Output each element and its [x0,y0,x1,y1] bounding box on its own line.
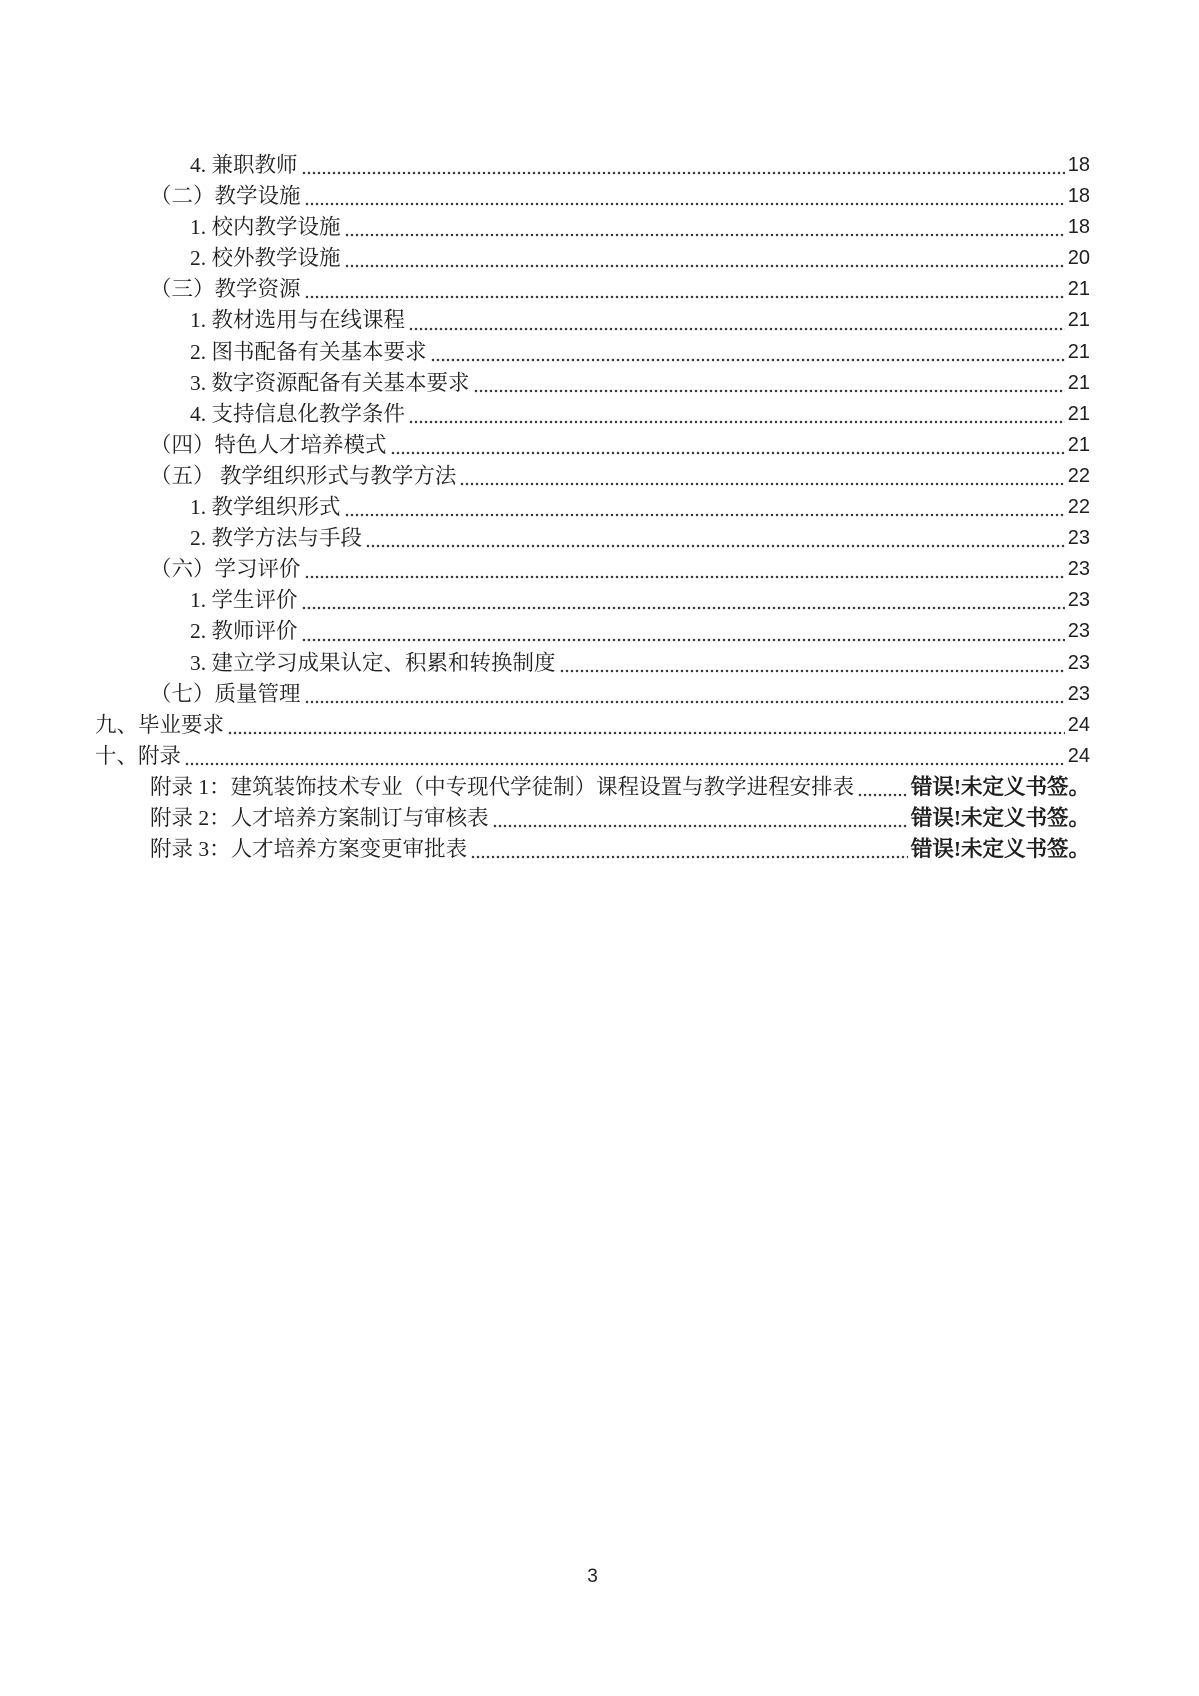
toc-entry[interactable] [95,337,1090,368]
toc-entry-label: 1. 校内教学设施 [190,215,341,240]
toc-page-number: 错误!未定义书签。 [910,805,1090,830]
toc-entry[interactable] [95,679,1090,710]
toc-entry-label: 1. 教材选用与在线课程 [190,308,406,333]
toc-entry[interactable] [95,305,1090,336]
toc-page-number: 23 [1067,682,1090,705]
toc-entry-label: 附录 2：人才培养方案制订与审核表 [150,805,489,830]
toc-entry[interactable] [95,772,1090,803]
toc-page-number: 21 [1067,402,1090,425]
toc-page-number: 23 [1067,651,1090,674]
table-of-contents [95,150,1090,865]
toc-entry[interactable] [95,803,1090,834]
toc-entry[interactable] [95,616,1090,647]
toc-dot-leader [345,492,1065,523]
toc-dot-leader [228,710,1065,741]
toc-entry[interactable] [95,399,1090,430]
toc-entry-label: 4. 兼职教师 [190,153,298,177]
toc-dot-leader [345,243,1065,274]
toc-page-number: 23 [1067,620,1090,643]
toc-page-number: 24 [1067,713,1090,736]
toc-page-number: 21 [1067,309,1090,332]
toc-page-number: 18 [1067,185,1090,208]
toc-entry[interactable] [95,585,1090,616]
toc-entry[interactable] [95,710,1090,741]
toc-dot-leader [460,461,1064,492]
toc-entry[interactable] [95,461,1090,492]
toc-dot-leader [302,150,1065,181]
footer-page-number: 3 [587,1566,598,1587]
toc-entry-label: （七）质量管理 [150,681,301,706]
toc-entry[interactable] [95,212,1090,243]
toc-entry[interactable] [95,648,1090,679]
toc-dot-leader [409,305,1065,336]
toc-dot-leader [858,772,908,803]
toc-dot-leader [560,648,1065,679]
toc-entry[interactable] [95,492,1090,523]
toc-entry-label: 附录 3：人才培养方案变更审批表 [150,837,468,862]
toc-page-number: 21 [1067,371,1090,394]
toc-entry-label: 2. 教学方法与手段 [190,526,363,551]
toc-dot-leader [305,554,1065,585]
toc-entry-label: 2. 校外教学设施 [190,246,341,271]
toc-entry-label: （三）教学资源 [150,277,301,302]
toc-entry-label: 附录 1：建筑装饰技术专业（中专现代学徒制）课程设置与教学进程安排表 [150,774,855,799]
toc-dot-leader [302,585,1065,616]
toc-page-number: 24 [1067,744,1090,767]
toc-entry[interactable] [95,274,1090,305]
toc-dot-leader [302,616,1065,647]
toc-page-number: 22 [1067,464,1090,487]
toc-page-number: 23 [1067,558,1090,581]
toc-entry[interactable] [95,430,1090,461]
toc-page-number: 20 [1067,247,1090,270]
toc-dot-leader [305,274,1065,305]
toc-dot-leader [409,399,1065,430]
toc-page-number: 21 [1067,278,1090,301]
toc-entry-label: （四）特色人才培养模式 [150,432,387,457]
toc-entry[interactable] [95,834,1090,865]
toc-entry-label: 2. 教师评价 [190,619,298,644]
toc-entry-label: 九、毕业要求 [95,712,225,737]
toc-entry[interactable] [95,741,1090,772]
toc-entry[interactable] [95,243,1090,274]
toc-page-number: 21 [1067,433,1090,456]
toc-entry-label: （二）教学设施 [150,184,301,209]
toc-page-number: 23 [1067,527,1090,550]
toc-page-number: 22 [1067,496,1090,519]
toc-page-number: 18 [1067,216,1090,239]
toc-entry[interactable] [95,523,1090,554]
toc-entry-label: 3. 数字资源配备有关基本要求 [190,370,470,395]
toc-entry-label: 3. 建立学习成果认定、积累和转换制度 [190,650,556,675]
toc-dot-leader [391,430,1065,461]
toc-entry-label: 1. 教学组织形式 [190,495,341,520]
toc-entry-label: 2. 图书配备有关基本要求 [190,339,427,364]
toc-entry[interactable] [95,150,1090,181]
toc-entry-label: （五） 教学组织形式与教学方法 [150,463,457,488]
toc-page-number: 23 [1067,589,1090,612]
toc-entry-label: （六）学习评价 [150,557,301,582]
page-footer [95,1566,1090,1588]
toc-entry-label: 1. 学生评价 [190,588,298,613]
toc-page-number: 21 [1067,340,1090,363]
toc-dot-leader [471,834,908,865]
toc-entry-label: 4. 支持信息化教学条件 [190,401,406,426]
toc-dot-leader [305,181,1065,212]
toc-entry[interactable] [95,554,1090,585]
toc-page-number: 18 [1067,154,1090,176]
toc-dot-leader [366,523,1065,554]
toc-dot-leader [305,679,1065,710]
toc-dot-leader [431,337,1065,368]
toc-entry[interactable] [95,181,1090,212]
toc-entry[interactable] [95,368,1090,399]
toc-dot-leader [493,803,908,834]
toc-page-number: 错误!未定义书签。 [910,837,1090,862]
toc-dot-leader [474,368,1065,399]
toc-entry-label: 十、附录 [95,743,182,768]
toc-dot-leader [345,212,1065,243]
toc-page-number: 错误!未定义书签。 [910,774,1090,799]
toc-dot-leader [185,741,1065,772]
